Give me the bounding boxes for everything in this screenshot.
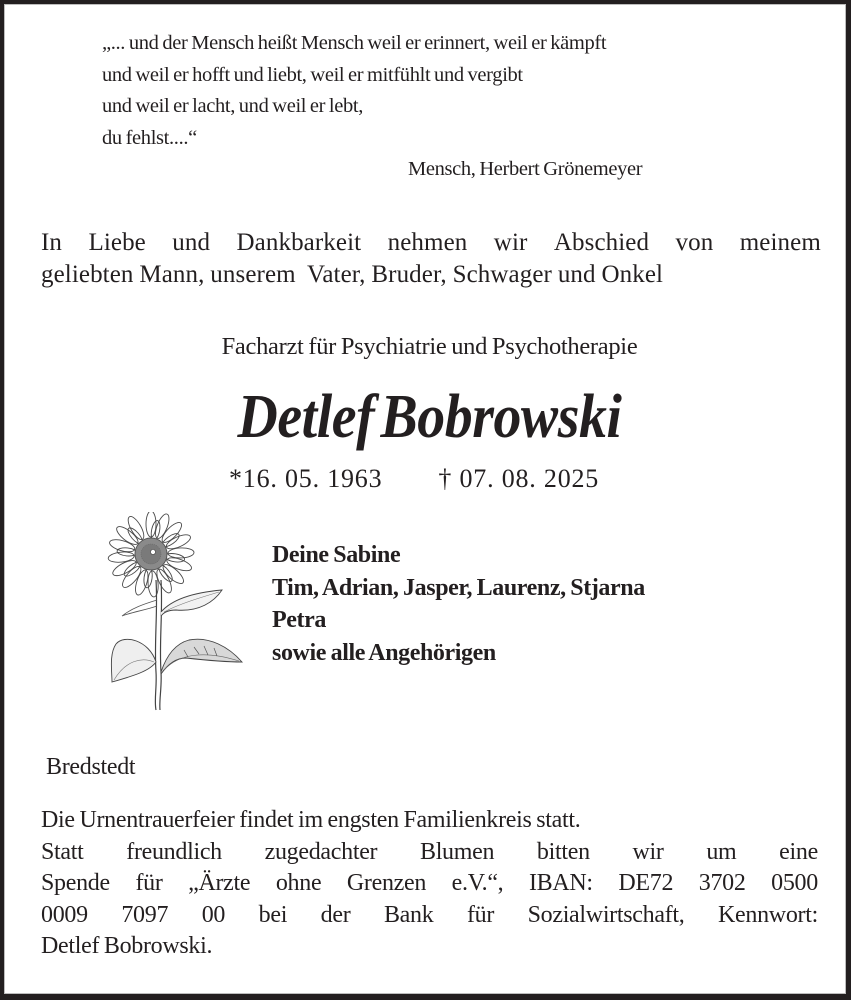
- word: Statt: [41, 838, 84, 865]
- word: ohne: [275, 870, 322, 896]
- word: um: [706, 838, 737, 865]
- iban-part: 3702: [698, 870, 746, 896]
- funeral-notice: [41, 805, 818, 963]
- word: bitten: [536, 838, 590, 865]
- family-line: sowie alle Angehörigen: [272, 639, 496, 666]
- notice-line-1: Die Urnentrauerfeier findet im engsten Familienkreis statt.: [41, 807, 581, 833]
- family-line: Petra: [272, 607, 326, 633]
- quote-block: [102, 28, 606, 154]
- intro-text: [41, 227, 821, 291]
- iban-part: 0009: [41, 901, 88, 928]
- word: für: [466, 901, 495, 928]
- notice-line-3: [41, 868, 818, 900]
- family-signatures: [272, 539, 645, 669]
- obituary-notice: [4, 4, 846, 994]
- word: Grenzen: [346, 870, 427, 896]
- word: bei: [258, 901, 288, 928]
- location: Bredstedt: [46, 754, 136, 780]
- word: und: [172, 229, 211, 256]
- deceased-name: Detlef Bobrowski: [237, 383, 622, 451]
- word: „Ärzte: [188, 870, 251, 896]
- intro-line-1: [41, 227, 821, 259]
- word: der: [320, 901, 351, 928]
- iban-part: 00: [201, 901, 226, 928]
- quote-line: du fehlst....“: [102, 126, 197, 149]
- word: zugedachter: [264, 838, 378, 865]
- iban-part: 0500: [771, 870, 818, 896]
- word: für: [135, 870, 163, 896]
- notice-line-2: [41, 837, 818, 869]
- profession: Facharzt für Psychiatrie und Psychotherapie: [221, 333, 638, 360]
- word: wir: [632, 838, 664, 865]
- notice-line-5: Detlef Bobrowski.: [41, 933, 213, 959]
- sunflower-icon: [104, 512, 244, 712]
- notice-line-4: [41, 900, 818, 932]
- quote-line: und weil er lacht, und weil er lebt,: [102, 95, 364, 117]
- quote-line: und weil er hofft und liebt, weil er mitfühlt und vergibt: [102, 63, 523, 86]
- word: wir: [493, 229, 528, 256]
- word: e.V.“,: [451, 870, 504, 896]
- word: Abschied: [553, 229, 650, 256]
- word: freundlich: [126, 838, 222, 865]
- family-line: Tim, Adrian, Jasper, Laurenz, Stjarna: [272, 574, 645, 601]
- quote-line: „... und der Mensch heißt Mensch weil er erinnert, weil er kämpft: [102, 32, 607, 54]
- word: eine: [779, 838, 818, 865]
- word: von: [675, 229, 714, 256]
- word: Blumen: [419, 838, 495, 865]
- quote-source: Mensch, Herbert Grönemeyer: [408, 158, 643, 180]
- intro-line-2: geliebten Mann, unserem Vater, Bruder, Schwager und Onkel: [41, 261, 664, 288]
- word: In: [41, 229, 63, 256]
- word: Spende: [41, 870, 110, 896]
- word: Sozialwirtschaft,: [527, 901, 685, 928]
- life-dates: [229, 464, 599, 494]
- word: meinem: [739, 229, 821, 256]
- iban-label: IBAN:: [528, 870, 593, 896]
- word: nehmen: [387, 229, 468, 256]
- word: Bank: [383, 901, 434, 928]
- death-date: † 07. 08. 2025: [438, 464, 600, 493]
- iban-part: 7097: [121, 901, 169, 928]
- word: Kennwort:: [718, 901, 818, 928]
- birth-date: *16. 05. 1963: [229, 464, 383, 493]
- iban-part: DE72: [618, 870, 674, 896]
- word: Dankbarkeit: [236, 229, 362, 256]
- word: Liebe: [88, 229, 146, 256]
- family-line: Deine Sabine: [272, 542, 401, 568]
